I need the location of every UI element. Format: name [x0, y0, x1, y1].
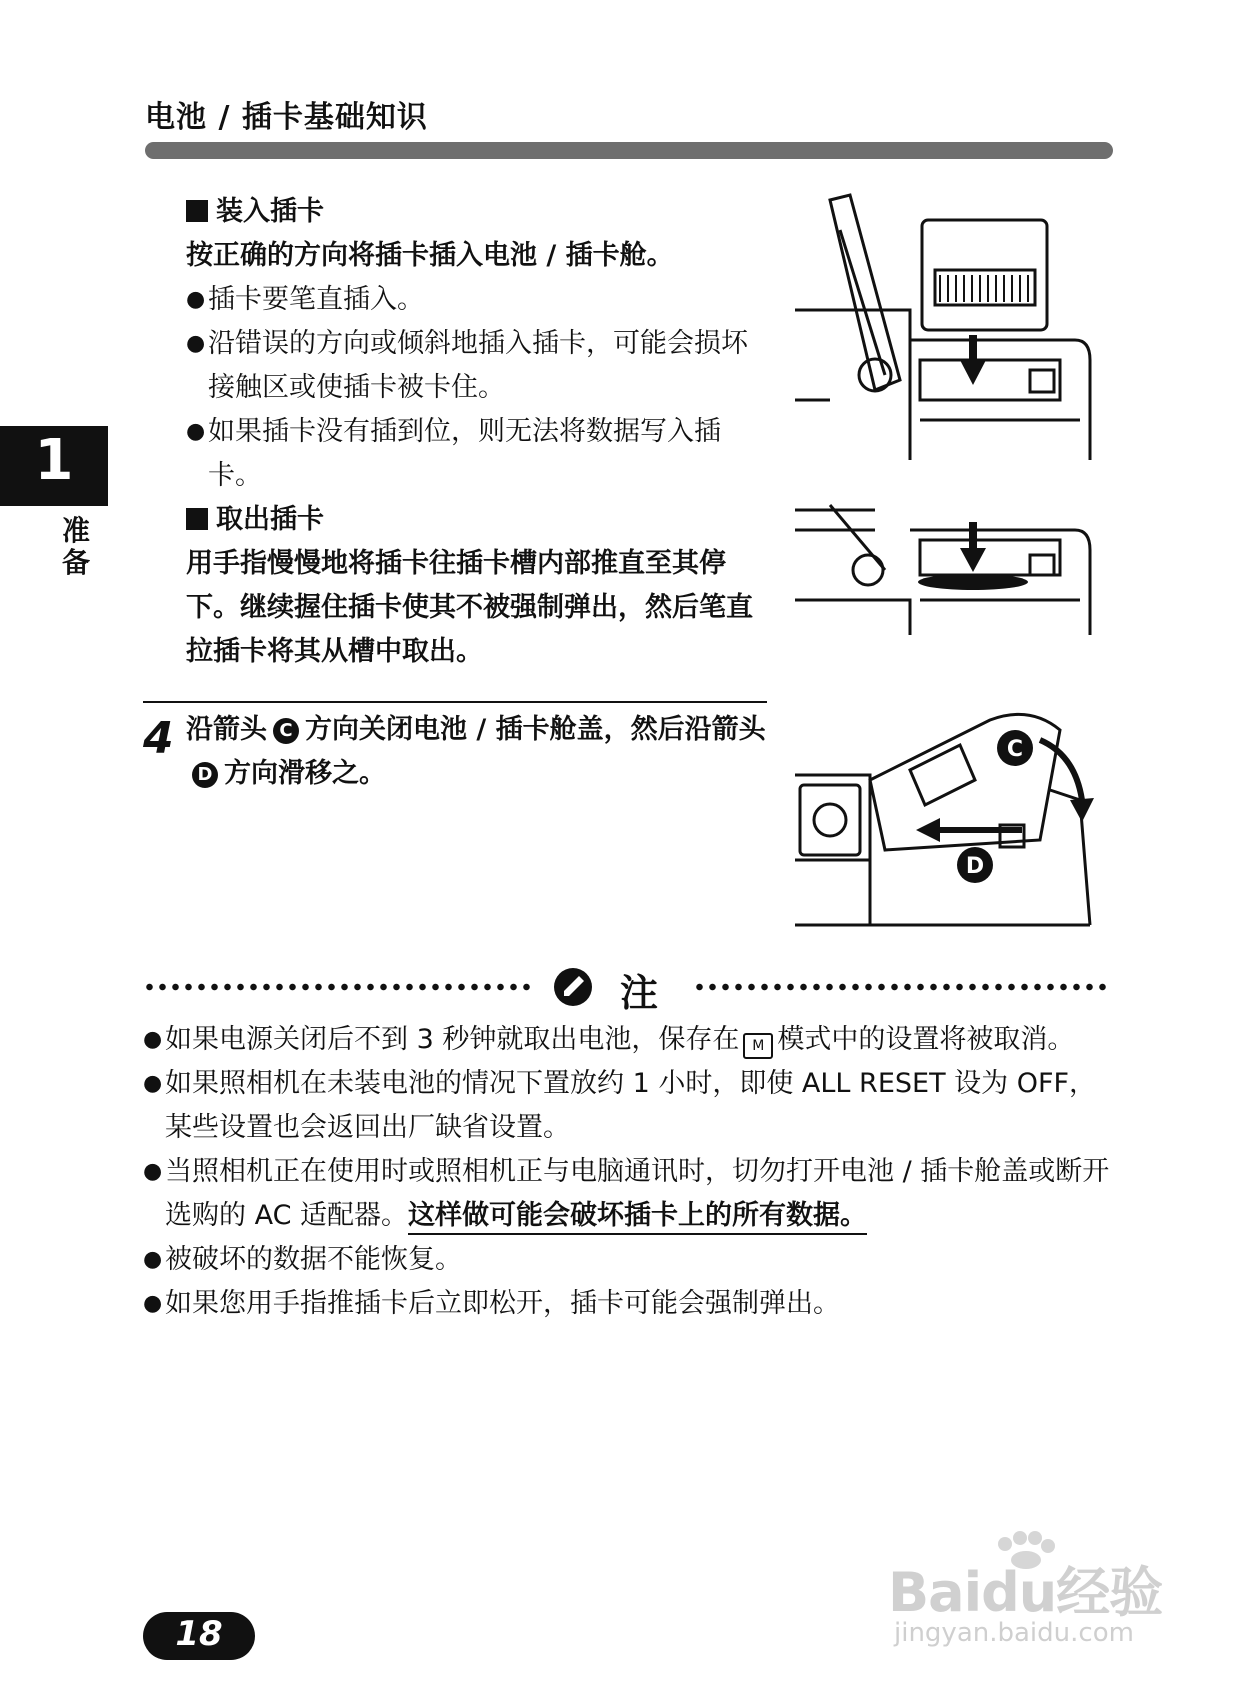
bullet-icon: ●	[186, 331, 206, 356]
square-bullet-icon	[186, 508, 208, 530]
page-number: 18	[175, 1614, 223, 1654]
figure-label-c: C	[1006, 737, 1024, 762]
list-item: ● 被破坏的数据不能恢复。	[143, 1238, 1113, 1282]
list-item: ● 沿错误的方向或倾斜地插入插卡，可能会损坏接触区或使插卡被卡住。	[186, 322, 766, 410]
note-pen-icon	[554, 968, 592, 1006]
my-mode-icon: M	[743, 1033, 773, 1059]
square-bullet-icon	[186, 200, 208, 222]
bullet-icon: ●	[143, 1159, 163, 1184]
page-header-title: 电池 / 插卡基础知识	[145, 100, 428, 135]
remove-heading: 取出插卡	[186, 498, 766, 542]
header-rule	[145, 142, 1113, 159]
figure-label-d: D	[965, 854, 985, 879]
remove-text: 用手指慢慢地将插卡往插卡槽内部推直至其停下。继续握住插卡使其不被强制弹出，然后笔直拉插卡将其从槽中取出。	[186, 548, 753, 667]
bullet-icon: ●	[143, 1071, 163, 1096]
marker-d-icon: D	[192, 762, 218, 788]
step-4-text: 沿箭头 C 方向关闭电池 / 插卡舱盖，然后沿箭头D 方向滑移之。	[186, 714, 766, 789]
list-item: ● 如果您用手指推插卡后立即松开，插卡可能会强制弹出。	[143, 1282, 1113, 1326]
bullet-icon: ●	[143, 1027, 163, 1052]
note-divider-right	[693, 983, 1108, 991]
list-item: ● 如果照相机在未装电池的情况下置放约 1 小时，即使 ALL RESET 设为 OFF，某些设置也会返回出厂缺省设置。	[143, 1062, 1113, 1150]
warning-emphasis: 这样做可能会破坏插卡上的所有数据。	[408, 1200, 867, 1235]
list-item: ● 如果插卡没有插到位，则无法将数据写入插卡。	[186, 410, 766, 498]
bullet-icon: ●	[143, 1247, 163, 1272]
watermark-logo: Baidu经验	[888, 1561, 1163, 1624]
chapter-number: 1	[34, 428, 74, 493]
note-list	[143, 1018, 1113, 1326]
cover-close-illustration	[790, 700, 1110, 930]
chapter-label: 准备	[61, 514, 90, 579]
step-number: 4	[143, 713, 174, 764]
note-title: 注	[620, 971, 659, 1015]
card-remove-illustration	[790, 500, 1100, 640]
bullet-icon: ●	[186, 419, 206, 444]
card-insert-illustration	[790, 190, 1100, 470]
bullet-icon: ●	[186, 287, 206, 312]
insert-section	[186, 190, 766, 674]
baidu-watermark	[880, 1530, 1180, 1650]
marker-c-icon: C	[273, 718, 299, 744]
insert-intro: 按正确的方向将插卡插入电池 / 插卡舱。	[186, 240, 674, 271]
watermark-url: jingyan.baidu.com	[894, 1618, 1134, 1648]
insert-heading: 装入插卡	[186, 190, 766, 234]
note-divider-left	[143, 983, 536, 991]
bullet-icon: ●	[143, 1291, 163, 1316]
step-divider	[143, 701, 767, 703]
list-item: ● 如果电源关闭后不到 3 秒钟就取出电池，保存在 M 模式中的设置将被取消。	[143, 1018, 1113, 1062]
list-item: ● 当照相机正在使用时或照相机正与电脑通讯时，切勿打开电池 / 插卡舱盖或断开选购的 AC 适配器。这样做可能会破坏插卡上的所有数据。	[143, 1150, 1113, 1238]
list-item: ● 插卡要笔直插入。	[186, 278, 766, 322]
